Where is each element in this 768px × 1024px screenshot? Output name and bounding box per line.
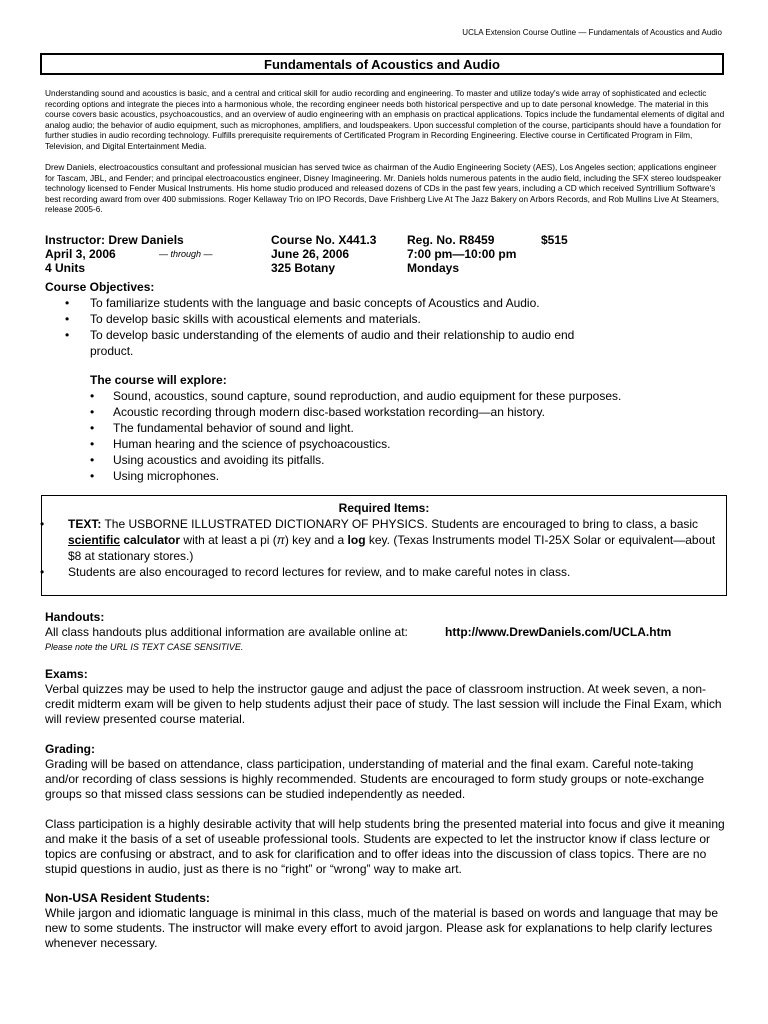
classroom: 325 Botany	[271, 261, 336, 275]
list-item: • To develop basic understanding of the elements of audio and their relationship to audio end product.	[45, 327, 725, 359]
log-key: log	[347, 533, 366, 547]
start-date: April 3, 2006	[45, 247, 116, 261]
list-item: • Using microphones.	[90, 468, 730, 484]
handouts-section	[45, 610, 725, 655]
required-items-title: Required Items:	[338, 501, 430, 515]
course-units: 4 Units	[45, 261, 86, 275]
grading-title: Grading:	[45, 742, 95, 756]
nonusa-text: While jargon and idiomatic language is minimal in this class, much of the material is based on words and language that may be new to some students. The instructor will make every effort to avoid jargon. Please ask for explanations to help clarify lectures whenever necessary.	[45, 906, 719, 950]
participation-text: Class participation is a highly desirable activity that will help students bring the presented material into focus and give it meaning and make it the basis of a set of useable professional tools. Students are expected to let the instructor know if class lecture or topics are confusing or abstract, and to ask for clarification and to offer ideas into the discussion of class topics. There are no stupid questions in audio, just as there is no “right” or “wrong” way to make art.	[45, 817, 725, 876]
explore-title: The course will explore:	[90, 373, 227, 387]
pi-symbol: π	[276, 533, 285, 547]
required-text-part: with at least a pi (	[180, 533, 277, 547]
intro-paragraph: Understanding sound and acoustics is basic, and a central and critical skill for audio recording and engineering. To master and utilize today's wide array of sophisticated and eclectic recording options and integrate the pieces into a harmonious whole, the recording engineer needs both historical perspective and up to date personal knowledge. The material in this course covers basic acoustics, psychoacoustics, and an overview of audio engineering with an emphasis on practical applications. Topics include the fundamental elements of digital and analog audio; the behavior of audio equipment, such as microphones, amplifiers, and loudspeakers. Upon successful completion of the course, participants should have a foundation for further studies in audio recording technology. Fulfills prerequisite requirements of Certificated Program in Recording Engineering. Elective course in Certificated Program in Film, Television, and Digital Entertainment Media.	[45, 88, 725, 151]
course-fee: $515	[541, 233, 568, 247]
list-item: • Sound, acoustics, sound capture, sound reproduction, and audio equipment for these purposes.	[90, 388, 730, 404]
nonusa-section	[45, 891, 725, 951]
course-number: Course No. X441.3	[271, 233, 377, 247]
list-item: • Acoustic recording through modern disc-based workstation recording—an history.	[90, 404, 730, 420]
list-item: • To develop basic skills with acoustical elements and materials.	[45, 311, 725, 327]
grading-text: Grading will be based on attendance, class participation, understanding of material and the final exam. Careful note-taking and/or recording of class sessions is highly recommended. Students are encouraged to form study groups or note-exchange groups so that missed class sessions can be studied independently as needed.	[45, 757, 705, 801]
required-text-part: ) key and a	[284, 533, 348, 547]
course-info-block	[45, 233, 725, 275]
explore-section	[90, 372, 730, 484]
grading-section	[45, 742, 725, 877]
exams-section	[45, 667, 725, 727]
instructor-bio: Drew Daniels, electroacoustics consultant and professional musician has served twice as chairman of the Audio Engineering Society (AES), Los Angeles section; applications engineer for Tascam, JBL, and Fender; and principal electroacoustics engineer, Disney Imagineering. Mr. Daniels holds numerous patents in the audio field, including the SFX stereo loudspeaker technology licensed to Fender Musical Instruments. His home studio produced and released dozens of CDs in the past few years, including a CD which received Syntrillium Software's best recording award from over 400 submissions. Roger Kellaway Trio on IPO Records, Dave Frishberg Live At The Jazz Bakery on Arbors Records, and Rob Mullins Live At Steamers, release 2005-6.	[45, 162, 722, 215]
class-time: 7:00 pm—10:00 pm	[407, 247, 517, 261]
list-item: • Using acoustics and avoiding its pitfalls.	[90, 452, 730, 468]
bullet: •	[40, 565, 45, 579]
nonusa-title: Non-USA Resident Students:	[45, 891, 210, 905]
url-case-note: Please note the URL IS TEXT CASE SENSITIVE.	[45, 642, 244, 652]
required-text-item	[42, 516, 726, 564]
calculator-emphasis: scientific	[68, 533, 121, 547]
instructor-name: Instructor: Drew Daniels	[45, 233, 184, 247]
list-item: • Human hearing and the science of psychoacoustics.	[90, 436, 730, 452]
reg-number: Reg. No. R8459	[407, 233, 495, 247]
document-title: Fundamentals of Acoustics and Audio	[40, 53, 724, 75]
objectives-section	[45, 279, 725, 359]
class-day: Mondays	[407, 261, 460, 275]
exams-text: Verbal quizzes may be used to help the instructor gauge and adjust the pace of classroom instruction. At week seven, a non-credit midterm exam will be given to help students adjust their pace of study. The last session will include the Final Exam, which will review presented course material.	[45, 682, 722, 726]
handouts-url-link[interactable]: http://www.DrewDaniels.com/UCLA.htm	[445, 625, 672, 639]
list-item: • The fundamental behavior of sound and light.	[90, 420, 730, 436]
required-items-box	[41, 495, 727, 596]
list-item: • To familiarize students with the language and basic concepts of Acoustics and Audio.	[45, 295, 725, 311]
through-label: — through —	[159, 249, 213, 259]
handouts-text: All class handouts plus additional information are available online at:	[45, 625, 408, 639]
exams-title: Exams:	[45, 667, 88, 681]
objectives-list	[45, 295, 725, 359]
required-text-part: key. (Texas Instruments model TI-25X Solar or equivalent—about $8 at stationary stores.)	[68, 533, 716, 563]
header-note: UCLA Extension Course Outline — Fundamentals of Acoustics and Audio	[462, 28, 722, 37]
handouts-title: Handouts:	[45, 610, 105, 624]
calculator-word: calculator	[120, 533, 181, 547]
required-text-part: The USBORNE ILLUSTRATED DICTIONARY OF PHYSICS. Students are encouraged to bring to class, a basic	[101, 517, 699, 531]
text-label: TEXT:	[68, 517, 102, 531]
bullet: •	[40, 517, 45, 531]
objectives-title: Course Objectives:	[45, 280, 155, 294]
record-lectures-text: Students are also encouraged to record lectures for review, and to make careful notes in class.	[68, 565, 571, 579]
end-date: June 26, 2006	[271, 247, 350, 261]
explore-list	[90, 388, 730, 484]
required-record-item	[42, 564, 726, 580]
